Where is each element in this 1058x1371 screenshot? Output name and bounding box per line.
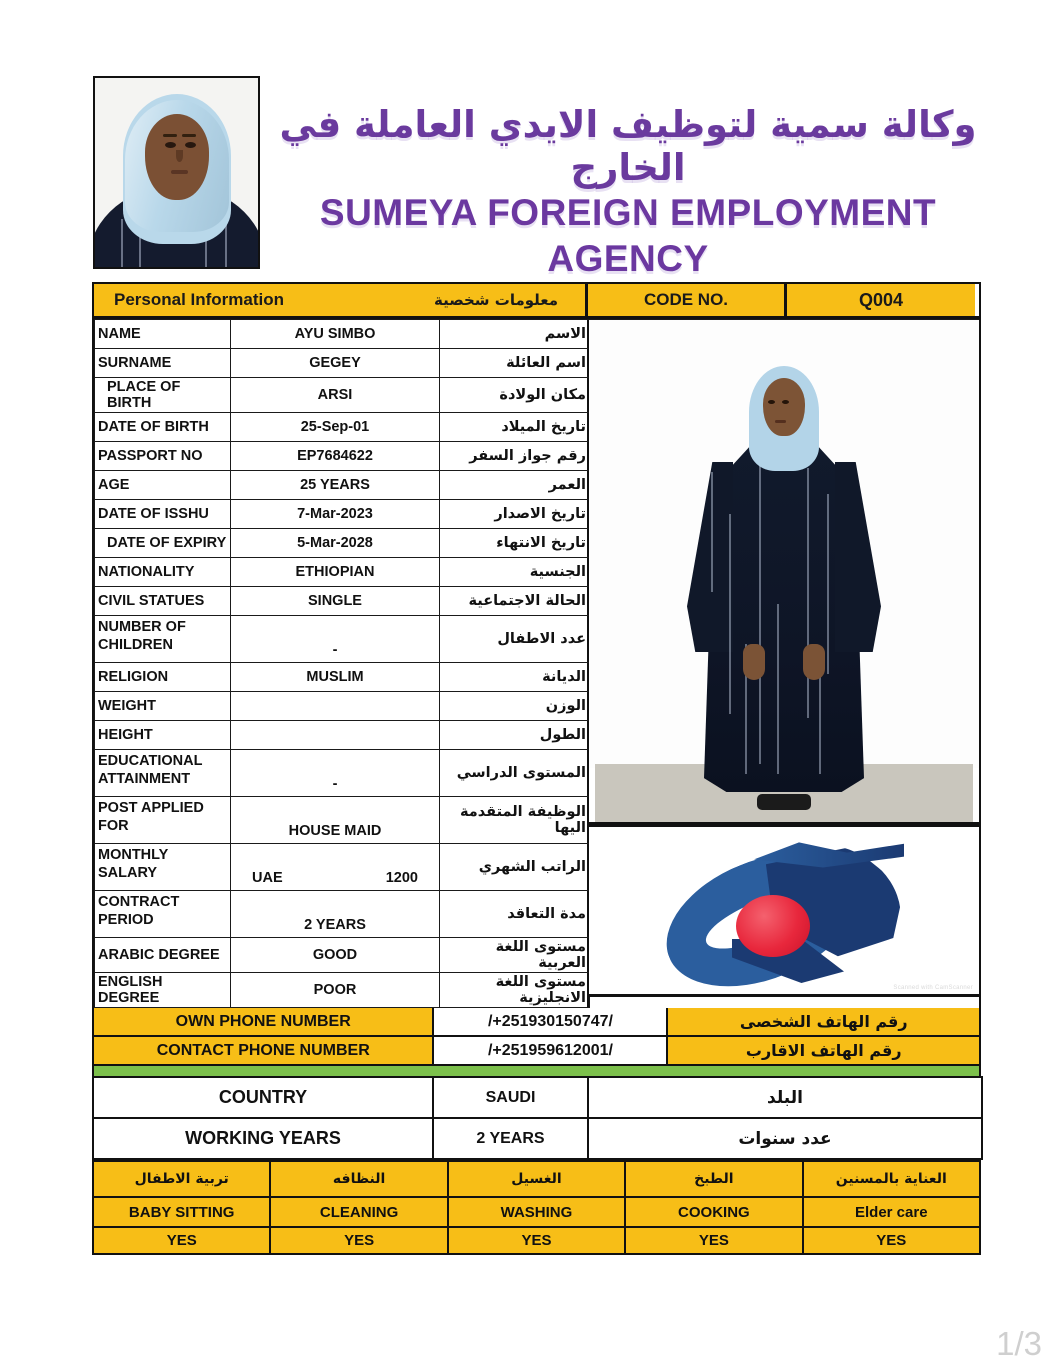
skill-answer: YES <box>625 1227 802 1254</box>
agency-title-arabic: وكالة سمية لتوظيف الايدي العاملة في الخارج <box>279 103 977 189</box>
row-label-arabic: رقم جواز السفر <box>440 442 590 471</box>
own-phone-value: /+251930150747/ <box>432 1008 668 1037</box>
scanner-watermark: Scanned with CamScanner <box>893 985 973 991</box>
table-row <box>95 378 590 413</box>
table-row <box>95 797 590 844</box>
row-label: PASSPORT NO <box>95 442 231 471</box>
table-row <box>95 616 590 663</box>
skill-label: WASHING <box>448 1197 625 1227</box>
skill-label-arabic: تربية الاطفال <box>93 1161 270 1197</box>
row-label-arabic: الديانة <box>440 663 590 692</box>
table-row <box>95 721 590 750</box>
table-row <box>95 663 590 692</box>
skill-label-arabic: النظافه <box>270 1161 447 1197</box>
row-value: 25-Sep-01 <box>231 413 440 442</box>
figure-sandals <box>757 794 811 810</box>
headshot-mouth <box>171 170 188 174</box>
row-value: ARSI <box>231 378 440 413</box>
skills-english-row <box>93 1197 980 1227</box>
agency-title-english-line2: AGENCY <box>547 237 709 279</box>
row-label-arabic: تاريخ الانتهاء <box>440 529 590 558</box>
row-label-arabic: المستوى الدراسي <box>440 750 590 797</box>
table-row <box>95 471 590 500</box>
skills-answer-row <box>93 1227 980 1254</box>
cv-document <box>92 282 981 1255</box>
row-label-arabic: الاسم <box>440 320 590 349</box>
row-label-arabic: اسم العائلة <box>440 349 590 378</box>
table-row <box>95 587 590 616</box>
row-label-arabic: مدة التعاقد <box>440 891 590 938</box>
row-value: 2 YEARS <box>231 891 440 938</box>
row-label: MONTHLY SALARY <box>95 844 231 891</box>
row-label-arabic: عدد الاطفال <box>440 616 590 663</box>
row-label: EDUCATIONAL ATTAINMENT <box>95 750 231 797</box>
country-label: COUNTRY <box>93 1077 433 1118</box>
row-value: SINGLE <box>231 587 440 616</box>
row-value: HOUSE MAID <box>231 797 440 844</box>
figure-mouth <box>775 420 786 423</box>
row-label: WEIGHT <box>95 692 231 721</box>
salary-amount: 1200 <box>385 870 418 886</box>
country-value: SAUDI <box>433 1077 588 1118</box>
headshot-eye-left <box>165 142 176 148</box>
table-row <box>95 973 590 1008</box>
skill-answer: YES <box>448 1227 625 1254</box>
table-row <box>95 891 590 938</box>
row-label-arabic: الحالة الاجتماعية <box>440 587 590 616</box>
table-row <box>95 938 590 973</box>
working-years-value: 2 YEARS <box>433 1118 588 1159</box>
personal-information-label-arabic: معلومات شخصية <box>434 284 588 316</box>
agency-logo-icon <box>644 839 914 989</box>
row-label-arabic: الوزن <box>440 692 590 721</box>
code-no-label: CODE NO. <box>588 284 787 316</box>
figure-eye-left <box>768 400 775 404</box>
row-label: CIVIL STATUES <box>95 587 231 616</box>
table-row <box>95 750 590 797</box>
row-label: POST APPLIED FOR <box>95 797 231 844</box>
applicant-full-body-photo <box>589 319 979 825</box>
row-label: DATE OF BIRTH <box>95 413 231 442</box>
figure-eye-right <box>782 400 789 404</box>
skill-label-arabic: الغسيل <box>448 1161 625 1197</box>
row-label-arabic: الوظيفة المتقدمة اليها <box>440 797 590 844</box>
row-label: AGE <box>95 471 231 500</box>
row-label: SURNAME <box>95 349 231 378</box>
skill-answer: YES <box>803 1227 980 1254</box>
skill-label: CLEANING <box>270 1197 447 1227</box>
row-label: ARABIC DEGREE <box>95 938 231 973</box>
personal-details-column <box>92 319 589 1008</box>
figure-hand-left <box>743 644 765 680</box>
row-label: CONTRACT PERIOD <box>95 891 231 938</box>
row-label: PLACE OF BIRTH <box>95 378 231 413</box>
personal-details-table <box>94 319 590 1008</box>
headshot-eye-right <box>185 142 196 148</box>
row-value: POOR <box>231 973 440 1008</box>
green-divider-bar <box>92 1066 981 1076</box>
own-phone-label-arabic: رقم الهاتف الشخصى <box>668 1008 979 1037</box>
figure-hand-right <box>803 644 825 680</box>
table-row <box>95 558 590 587</box>
headshot-eyebrow-left <box>163 134 177 137</box>
row-value: 7-Mar-2023 <box>231 500 440 529</box>
row-value <box>231 721 440 750</box>
row-label: DATE OF ISSHU <box>95 500 231 529</box>
row-value: GEGEY <box>231 349 440 378</box>
own-phone-label: OWN PHONE NUMBER <box>94 1008 432 1037</box>
skill-answer: YES <box>93 1227 270 1254</box>
logo-red-sphere <box>736 895 810 957</box>
skill-label-arabic: العناية بالمسنين <box>803 1161 980 1197</box>
row-label-arabic: مستوى اللغة العربية <box>440 938 590 973</box>
table-row <box>95 500 590 529</box>
table-row <box>95 320 590 349</box>
agency-logo-cell <box>589 825 979 997</box>
own-phone-row <box>92 1008 981 1037</box>
table-row <box>95 844 590 891</box>
row-label: ENGLISH DEGREE <box>95 973 231 1008</box>
personal-information-label: Personal Information <box>94 284 434 316</box>
skills-arabic-row <box>93 1161 980 1197</box>
row-value: MUSLIM <box>231 663 440 692</box>
row-label-arabic: الطول <box>440 721 590 750</box>
row-label: DATE OF EXPIRY <box>95 529 231 558</box>
skill-label: Elder care <box>803 1197 980 1227</box>
media-column <box>589 319 981 1008</box>
agency-title-block <box>258 104 998 280</box>
headshot-nose <box>176 150 183 162</box>
code-no-value: Q004 <box>787 284 975 316</box>
table-row <box>93 1077 982 1118</box>
row-value: EP7684622 <box>231 442 440 471</box>
skill-label-arabic: الطبخ <box>625 1161 802 1197</box>
row-label-arabic: مكان الولادة <box>440 378 590 413</box>
table-row <box>93 1118 982 1159</box>
row-label: RELIGION <box>95 663 231 692</box>
skill-answer: YES <box>270 1227 447 1254</box>
row-value: 5-Mar-2028 <box>231 529 440 558</box>
contact-phone-value: /+251959612001/ <box>432 1037 668 1066</box>
country-label-arabic: البلد <box>588 1077 982 1118</box>
row-value: GOOD <box>231 938 440 973</box>
working-years-label-arabic: عدد سنوات <box>588 1118 982 1159</box>
row-label: NATIONALITY <box>95 558 231 587</box>
table-row <box>95 529 590 558</box>
row-label-arabic: العمر <box>440 471 590 500</box>
headshot-eyebrow-right <box>182 134 196 137</box>
table-row <box>95 349 590 378</box>
contact-phone-row <box>92 1037 981 1066</box>
row-value: - <box>231 750 440 797</box>
working-years-label: WORKING YEARS <box>93 1118 433 1159</box>
contact-phone-label-arabic: رقم الهاتف الاقارب <box>668 1037 979 1066</box>
row-label: HEIGHT <box>95 721 231 750</box>
table-row <box>95 413 590 442</box>
figure-face <box>763 378 805 436</box>
page-indicator: 1/3 <box>996 1325 1042 1362</box>
table-row <box>95 692 590 721</box>
document-header <box>0 0 1058 279</box>
figure-abaya-stripes <box>659 454 909 784</box>
row-value: 25 YEARS <box>231 471 440 500</box>
country-working-years-table <box>92 1076 983 1160</box>
row-label-arabic: الجنسية <box>440 558 590 587</box>
skills-table <box>92 1160 981 1255</box>
skill-label: COOKING <box>625 1197 802 1227</box>
row-label: NAME <box>95 320 231 349</box>
photo-figure <box>659 344 909 814</box>
contact-phone-label: CONTACT PHONE NUMBER <box>94 1037 432 1066</box>
body-split <box>92 319 981 1008</box>
row-label-arabic: تاريخ الاصدار <box>440 500 590 529</box>
skill-label: BABY SITTING <box>93 1197 270 1227</box>
row-value: ETHIOPIAN <box>231 558 440 587</box>
table-row <box>95 442 590 471</box>
salary-currency: UAE <box>252 870 283 886</box>
agency-title-english-line1: SUMEYA FOREIGN EMPLOYMENT <box>319 192 937 234</box>
row-value: AYU SIMBO <box>231 320 440 349</box>
row-value: - <box>231 616 440 663</box>
row-label-arabic: مستوى اللغة الانجليزية <box>440 973 590 1008</box>
row-value <box>231 692 440 721</box>
row-value <box>231 844 440 891</box>
row-label-arabic: الراتب الشهري <box>440 844 590 891</box>
row-label: NUMBER OF CHILDREN <box>95 616 231 663</box>
personal-information-banner <box>92 282 981 319</box>
applicant-headshot-photo <box>93 76 260 269</box>
row-label-arabic: تاريخ الميلاد <box>440 413 590 442</box>
